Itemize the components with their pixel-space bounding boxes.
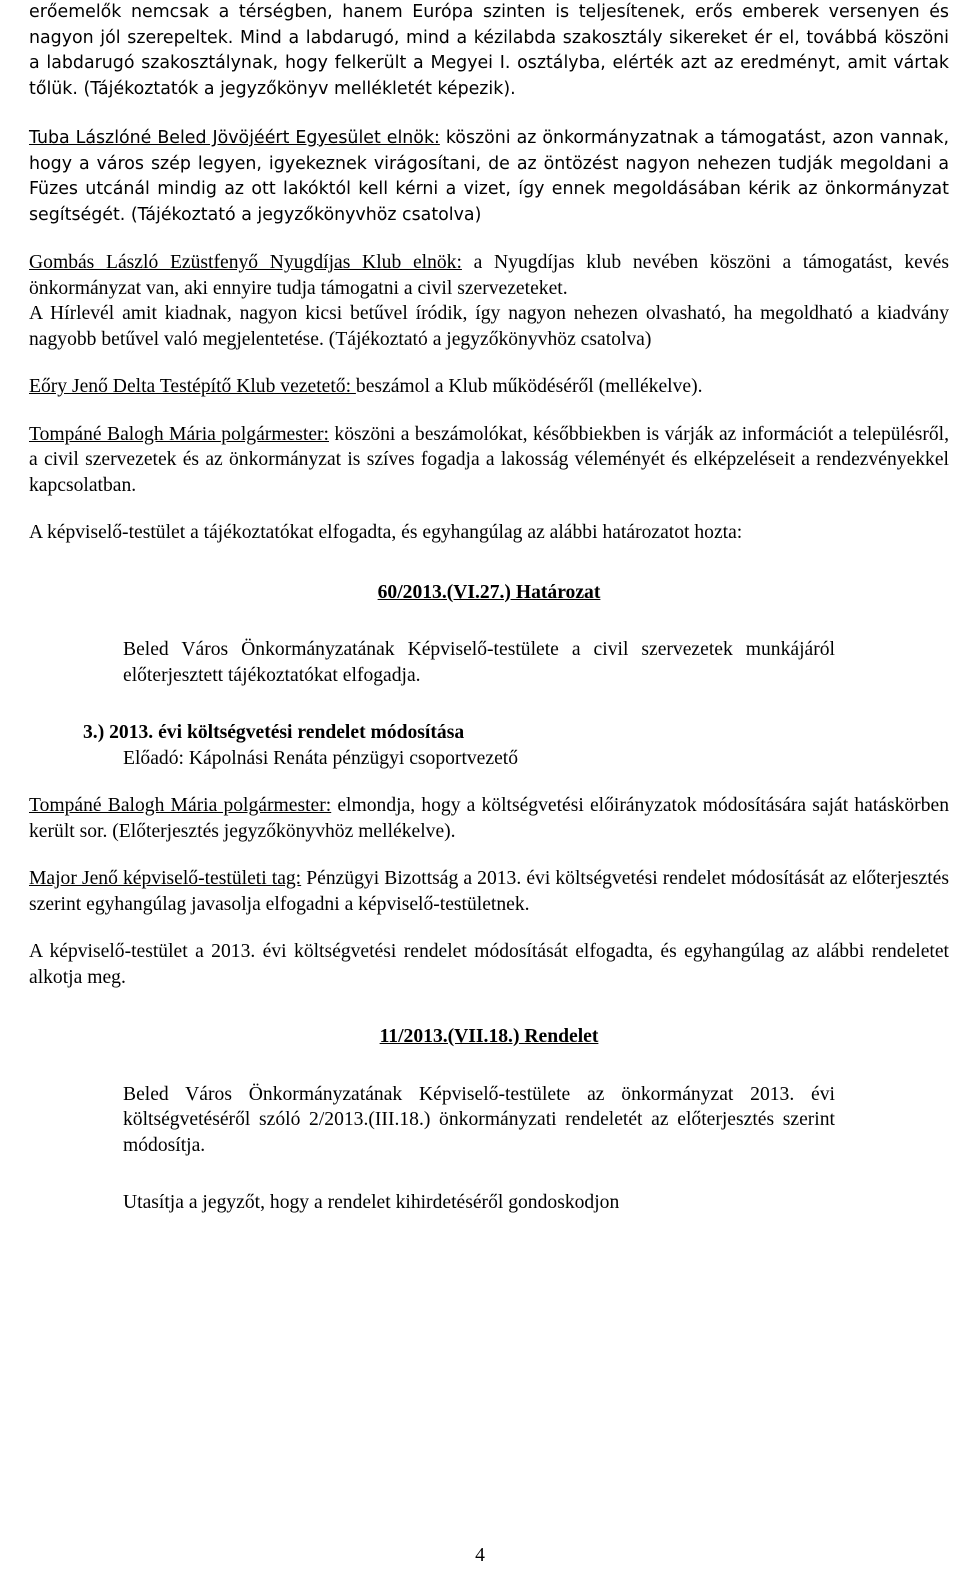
speaker-label: Tompáné Balogh Mária polgármester: [29,795,332,816]
speaker-label: Eőry Jenő Delta Testépítő Klub vezetető: [29,376,356,397]
speaker-label: Gombás László Ezüstfenyő Nyugdíjas Klub elnök: [29,252,462,273]
page-number: 4 [475,1545,485,1566]
paragraph-eory [29,374,949,400]
paragraph-text: A Hírlevél amit kiadnak, nagyon kicsi betűvel íródik, így nagyon nehezen olvasható, ha megoldható a kiadvány nagyobb betűvel való megjelentetése. (Tájékoztató a jegyzőkönyvhöz csatolva) [29,303,949,350]
agenda-presenter [29,746,949,772]
agenda-title [29,720,949,746]
resolution-title [29,580,949,606]
resolution-title-text: 60/2013.(VI.27.) Határozat [377,581,601,603]
speaker-label: Tuba Lászlóné Beled Jövöjéért Egyesület elnök: [29,128,440,148]
paragraph-text: A képviselő-testület a 2013. évi költségvetési rendelet módosítását elfogadta, és egyhangúlag az alábbi rendeletet alkotja meg. [29,941,949,988]
paragraph-text: A képviselő-testület a tájékoztatókat elfogadta, és egyhangúlag az alábbi határozatot hozta: [29,522,743,543]
paragraph-mayor-budget [29,793,949,844]
paragraph-text: Beled Város Önkormányzatának Képviselő-testülete az önkormányzat 2013. évi költségvetéséről szóló 2/2013.(III.18.) önkormányzati rendeletét az előterjesztés szerint módosítja. [123,1083,835,1156]
presenter-text: Előadó: Kápolnási Renáta pénzügyi csoportvezető [123,747,519,769]
paragraph-gombas [29,250,949,301]
paragraph-text: a Nyugdíjas klub nevében köszöni a támogatást, kevés önkormányzat van, aki ennyire tudja támogatni a civil szervezeteket. [29,252,949,299]
paragraph-council-vote [29,520,949,546]
decree-title [29,1024,949,1050]
agenda-title-text: 3.) 2013. évi költségvetési rendelet módosítása [83,722,465,743]
speaker-label: Major Jenő képviselő-testületi tag: [29,868,302,889]
decree-text [29,1082,835,1159]
paragraph-text: erőemelők nemcsak a térségben, hanem Európa szinten is teljesítenek, erős emberek versenyen és nagyon jól szerepeltek. Mind a labdarugó, mind a kézilabda szakosztály sikereket ér el, továbbá köszöni a labdarugó szakosztálynak, hogy felkerült a Megyei I. osztályba, elérték azt az eredményt, amit vártak tőlük. (Tájékoztatók a jegyzőkönyv mellékletét képezik). [29,2,949,99]
paragraph-text: köszöni a beszámolókat, későbbiekben is várják az információt a településről, a civil szervezetek és az önkormányzat is szíves fogadja a lakosság véleményét és elképzeléseit a rendezvényekkel kapcsolatban. [29,423,950,496]
paragraph-text: Pénzügyi Bizottság a 2013. évi költségvetési rendelet módosítását az előterjesztés szerint egyhangúlag javasolja elfogadni a képviselő-testületnek. [29,868,950,915]
paragraph-athletes [29,0,949,102]
paragraph-text: Utasítja a jegyzőt, hogy a rendelet kihirdetéséről gondoskodjon [123,1192,620,1213]
paragraph-council-decree [29,939,949,990]
paragraph-text: köszöni az önkormányzatnak a támogatást, azon vannak, hogy a város szép legyen, igyekeznek virágosítani, de az öntözést nagyon nehezen tudják megoldani a Füzes utcánál mindig az ott lakóktól kell kérni a vizet, így ennek megoldásában kérik az önkormányzat segítségét. (Tájékoztató a jegyzőkönyvhöz csatolva) [29,128,949,225]
paragraph-text: Beled Város Önkormányzatának Képviselő-testülete a civil szervezetek munkájáról előterjesztett tájékoztatókat elfogadja. [123,639,835,686]
decree-title-text: 11/2013.(VII.18.) Rendelet [379,1026,599,1047]
decree-instruction [29,1190,835,1216]
paragraph-hirlevel [29,301,949,352]
paragraph-mayor [29,422,949,499]
paragraph-tuba [29,126,949,228]
paragraph-major [29,866,949,917]
paragraph-text: elmondja, hogy a költségvetési előirányzatok módosítására saját hatáskörben került sor. (Előterjesztés jegyzőkönyvhöz mellékelve). [29,795,949,842]
paragraph-text: beszámol a Klub működéséről (mellékelve). [355,376,703,397]
resolution-text [29,637,835,688]
document-page [29,0,949,1216]
speaker-label: Tompáné Balogh Mária polgármester: [29,423,329,445]
